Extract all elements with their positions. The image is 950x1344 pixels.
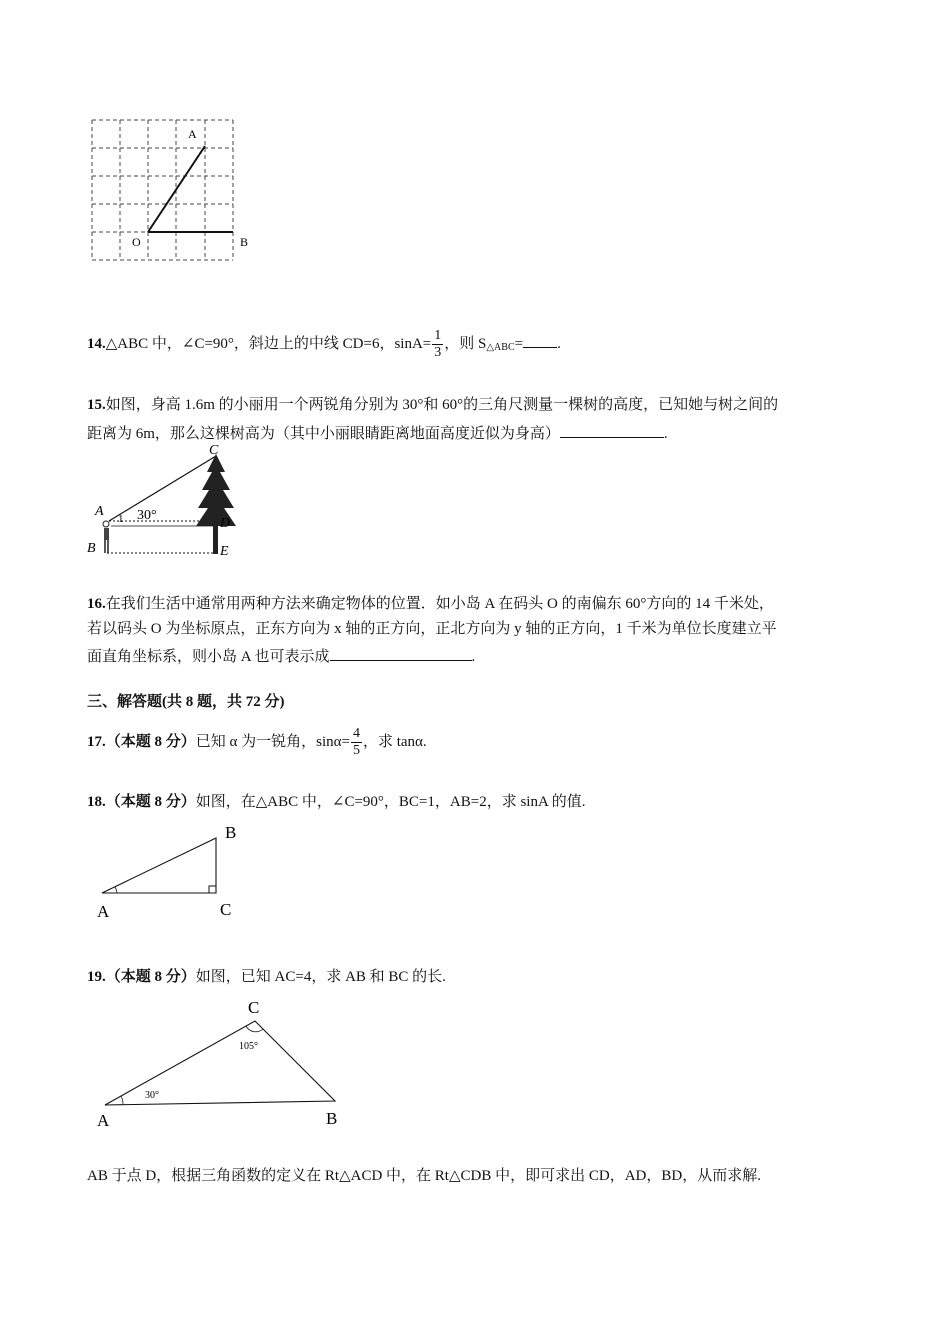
question-17: [87, 726, 427, 759]
fraction-four-fifths: $\frac{4}{5}$: [352, 726, 360, 758]
point-b-label: B: [225, 823, 237, 842]
tree-icon: [196, 454, 236, 554]
answer-blank: [330, 645, 472, 661]
period: .: [663, 426, 668, 442]
equals: =: [514, 335, 524, 352]
angle-a-arc: [115, 887, 117, 893]
subscript-abc: △ABC: [486, 341, 515, 353]
point-c-label: C: [220, 900, 232, 919]
question-number: 18.: [87, 794, 106, 810]
question-text: 距离为 6m，那么这棵树高为（其中小丽眼睛距离地面高度近似为身高）: [87, 426, 560, 442]
point-o-label: O: [132, 235, 141, 249]
question-number: 14.: [87, 335, 106, 352]
angle-a-label: 30°: [145, 1090, 159, 1101]
period: .: [557, 335, 561, 352]
answer-blank: [523, 332, 557, 348]
angle-c-label: 105°: [239, 1041, 258, 1052]
question-14: [87, 328, 561, 361]
question-points: （本题 8 分）: [105, 794, 196, 810]
question-text-after: ，求 tanα.: [362, 733, 427, 750]
question-number: 19.: [87, 969, 106, 985]
person-icon: [103, 521, 109, 553]
question-19: [87, 967, 446, 987]
right-triangle-figure: [85, 818, 255, 928]
question-number: 17.: [87, 733, 106, 750]
right-angle-mark: [209, 886, 216, 893]
question-16-line-1: [87, 594, 774, 614]
grid-angle-figure: [85, 115, 260, 270]
fraction-one-third: $\frac{1}{3}$: [434, 328, 442, 360]
question-text: 若以码头 O 为坐标原点，正东方向为 x 轴的正方向，正北方向为 y 轴的正方向，1 千米为单位长度建立平: [87, 621, 777, 637]
question-number: 16.: [87, 596, 106, 612]
point-b-label: B: [87, 541, 96, 556]
point-d-label: D: [220, 516, 231, 531]
angle-mark-label: 1: [118, 513, 124, 525]
question-text-after: ，则 S: [444, 335, 487, 352]
question-text: 如图，身高 1.6m 的小丽用一个两锐角分别为 30°和 60°的三角尺测量一棵树的高度，已知她与树之间的: [105, 397, 779, 413]
triangle-abc: [105, 1021, 335, 1105]
point-e-label: E: [220, 544, 229, 559]
question-16-line-2: [87, 619, 777, 639]
question-number: 15.: [87, 397, 106, 413]
question-text: 如图，在△ABC 中，∠C=90°，BC=1，AB=2，求 sinA 的值.: [195, 794, 586, 810]
point-a-label: A: [188, 127, 197, 141]
question-text: 已知 α 为一锐角，sinα=: [195, 733, 350, 750]
question-points: （本题 8 分）: [105, 969, 196, 985]
obtuse-triangle-figure: [85, 993, 360, 1133]
triangle-abc: [102, 838, 216, 893]
point-a-label: A: [97, 1111, 110, 1130]
period: .: [471, 649, 476, 665]
question-text: 面直角坐标系，则小岛 A 也可表示成: [87, 649, 330, 665]
angle-a-arc: [121, 1096, 123, 1104]
section-heading: 三、解答题(共 8 题，共 72 分): [87, 694, 285, 710]
point-c-label: C: [248, 998, 260, 1017]
question-18: [87, 792, 585, 812]
tree-measurement-figure: [85, 438, 250, 563]
grid-lines: [92, 120, 233, 260]
solution-hint: AB 于点 D，根据三角函数的定义在 Rt△ACD 中，在 Rt△CDB 中，即可求出 CD，AD，BD，从而求解.: [87, 1168, 761, 1184]
question-points: （本题 8 分）: [105, 733, 196, 750]
question-16-line-3: [87, 645, 475, 667]
sight-line-ac: [109, 456, 216, 521]
point-c-label: C: [209, 443, 219, 458]
question-text: 如图，已知 AC=4，求 AB 和 BC 的长.: [195, 969, 446, 985]
angle-30-label: 30°: [137, 508, 157, 523]
question-text: 在我们生活中通常用两种方法来确定物体的位置．如小岛 A 在码头 O 的南偏东 60°方向的 14 千米处，: [105, 596, 774, 612]
answer-blank: [560, 422, 664, 438]
point-b-label: B: [240, 235, 249, 249]
question-15-line-1: [87, 395, 778, 415]
question-text: △ABC 中，∠C=90°，斜边上的中线 CD=6，sinA=: [105, 335, 432, 352]
point-a-label: A: [97, 902, 110, 921]
point-a-label: A: [95, 504, 104, 519]
point-b-label: B: [326, 1109, 338, 1128]
